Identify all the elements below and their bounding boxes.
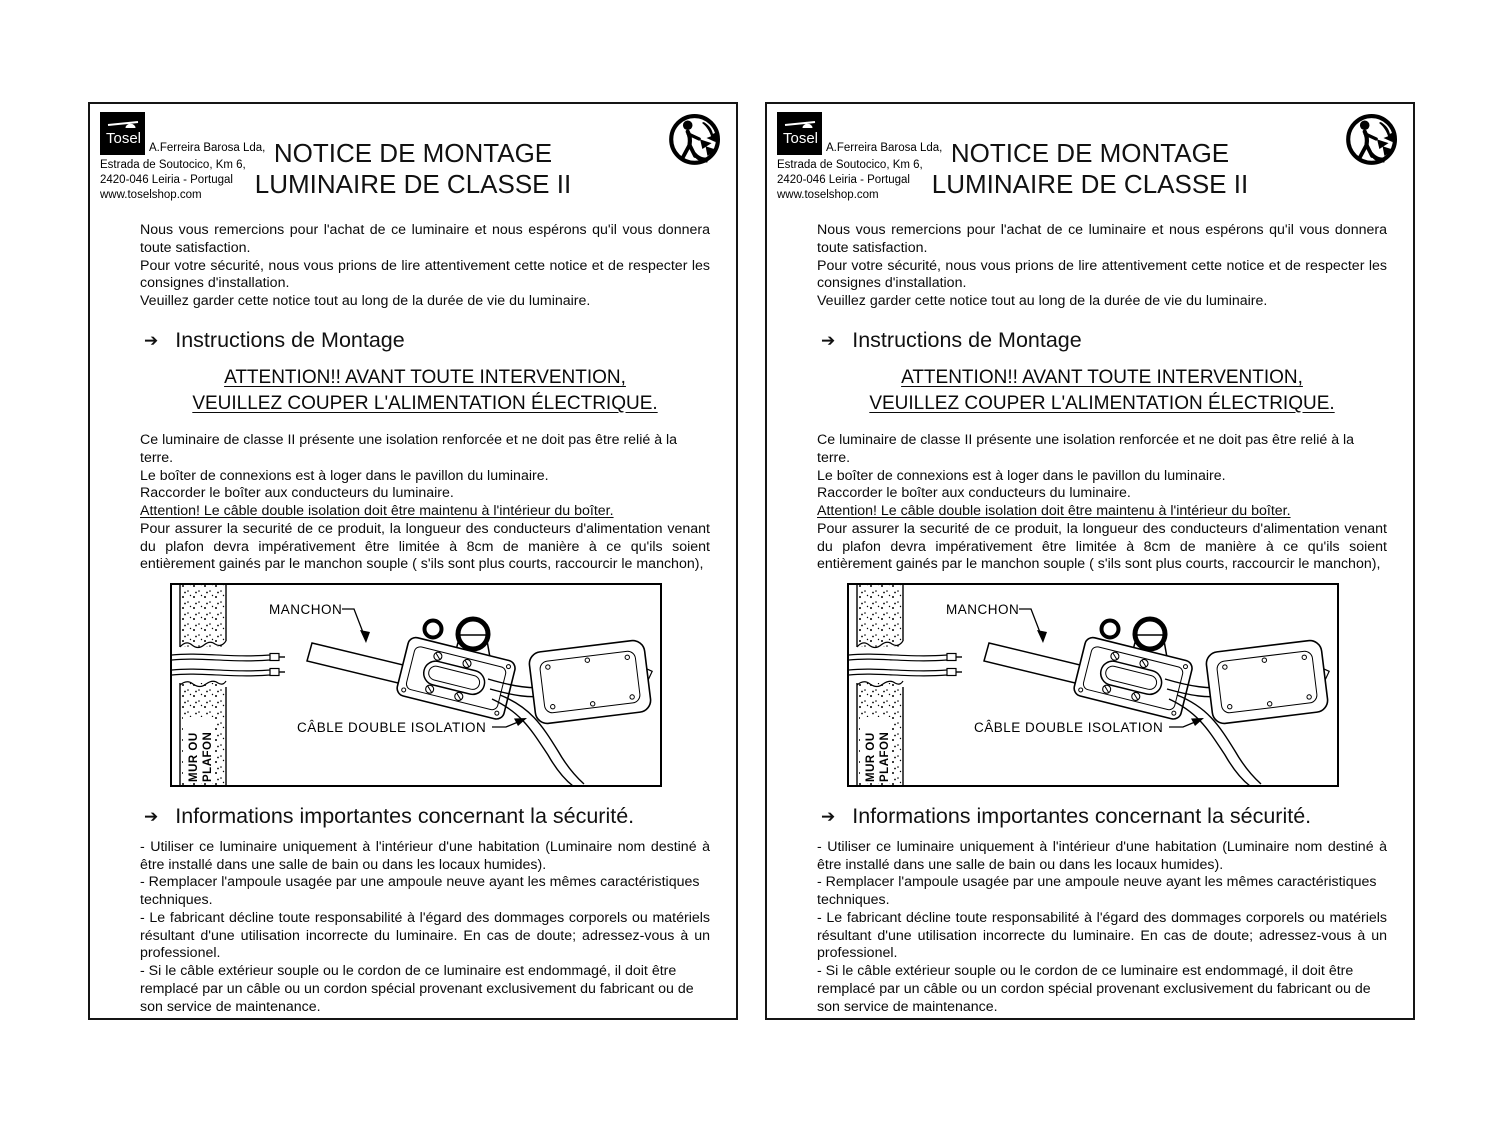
montage-body-line2: Le boîter de connexions est à loger dans le pavillon du luminaire.	[817, 467, 1226, 484]
safety-item-3: - Le fabricant décline toute responsabilité à l'égard des dommages corporels ou matériels résultant d'une utilisation incorrecte du luminaire. En cas de doute; adressez-vous à un professionel.	[817, 909, 1387, 962]
securite-heading-label: Informations importantes concernant la sécurité.	[175, 804, 635, 829]
safety-item-1: - Utiliser ce luminaire uniquement à l'intérieur d'une habitation (Luminaire nom destiné à être installé dans une salle de bain ou dans les locaux humides).	[140, 838, 710, 873]
montage-body-line3: Raccorder le boîter aux conducteurs du luminaire.	[140, 485, 454, 502]
safety-item-4: - Si le câble extérieur souple ou le cordon de ce luminaire est endommagé, il doit être remplacé par un câble ou un cordon spécial provenant exclusivement du fabricant ou de son service de maintenance.	[140, 963, 694, 1015]
power-warning	[140, 365, 710, 417]
arrow-bullet-icon: ➔	[144, 330, 159, 350]
notice-page-1	[88, 102, 738, 1020]
page-title-line1: NOTICE DE MONTAGE	[950, 138, 1230, 168]
page-title-line2: LUMINAIRE DE CLASSE II	[931, 169, 1249, 200]
montage-heading	[821, 327, 1387, 354]
page-title	[190, 138, 636, 200]
mounting-diagram	[170, 583, 662, 787]
montage-body	[140, 432, 710, 503]
safety-item-1: - Utiliser ce luminaire uniquement à l'intérieur d'une habitation (Luminaire nom destiné à être installé dans une salle de bain ou dans les locaux humides).	[817, 838, 1387, 873]
safety-list	[817, 839, 1387, 1017]
wall-label-line2: PLAFON	[202, 731, 214, 783]
montage-body	[817, 432, 1387, 503]
montage-heading-label: Instructions de Montage	[175, 327, 405, 352]
company-website: www.toselshop.com	[777, 188, 879, 201]
cable-attention-note: Attention! Le câble double isolation doit être maintenu à l'intérieur du boîter.	[817, 503, 1291, 520]
montage-heading-label: Instructions de Montage	[852, 327, 1082, 352]
power-warning-line1: ATTENTION!! AVANT TOUTE INTERVENTION,	[224, 366, 626, 388]
page-title	[867, 138, 1313, 200]
company-address-street: Estrada de Soutocico, Km 6,	[777, 159, 923, 171]
intro-paragraph-1: Nous vous remercions pour l'achat de ce luminaire et nous espérons qu'il vous donnera toute satisfaction.	[140, 222, 710, 256]
arrow-bullet-icon: ➔	[821, 330, 836, 350]
sleeve-instruction: Pour assurer la securité de ce produit, la longueur des conducteurs d'alimentation venant du plafon devra impérativement être limitée à 8cm de manière à ce qu'ils soient entièrement gainés par le manchon souple ( s'ils sont plus courts, raccourcir le manchon),	[140, 520, 710, 573]
intro-block	[140, 222, 710, 311]
company-name: A.Ferreira Barosa Lda,	[826, 142, 943, 154]
svg-text:Tosel: Tosel	[783, 130, 819, 147]
montage-body-line2: Le boîter de connexions est à loger dans le pavillon du luminaire.	[140, 467, 549, 484]
securite-heading-label: Informations importantes concernant la sécurité.	[852, 804, 1312, 829]
power-warning	[817, 365, 1387, 417]
company-website: www.toselshop.com	[100, 188, 202, 201]
intro-paragraph-3: Veuillez garder cette notice tout au long de la durée de vie du luminaire.	[140, 293, 591, 309]
cable-attention-note: Attention! Le câble double isolation doit être maintenu à l'intérieur du boîter.	[140, 503, 614, 520]
safety-item-3: - Le fabricant décline toute responsabilité à l'égard des dommages corporels ou matériels résultant d'une utilisation incorrecte du luminaire. En cas de doute; adressez-vous à un professionel.	[140, 909, 710, 962]
intro-block	[817, 222, 1387, 311]
manchon-label: MANCHON	[269, 602, 343, 618]
tosel-logo	[100, 112, 145, 155]
tosel-logo	[777, 112, 822, 155]
intro-paragraph-2: Pour votre sécurité, nous vous prions de lire attentivement cette notice et de respecter les consignes d'installation.	[140, 257, 710, 292]
montage-body-line3: Raccorder le boîter aux conducteurs du luminaire.	[817, 485, 1131, 502]
company-address-street: Estrada de Soutocico, Km 6,	[100, 159, 246, 171]
company-address-city: 2420-046 Leiria - Portugal	[100, 173, 233, 186]
page-content	[767, 222, 1413, 1016]
wall-top	[857, 585, 903, 647]
page-header	[767, 104, 1413, 204]
intro-paragraph-3: Veuillez garder cette notice tout au long de la durée de vie du luminaire.	[817, 293, 1268, 309]
manchon-label: MANCHON	[946, 602, 1020, 618]
wall-label-line1: MUR OU	[865, 732, 877, 783]
power-warning-line2: VEUILLEZ COUPER L'ALIMENTATION ÉLECTRIQUE.	[192, 392, 658, 414]
company-address-city: 2420-046 Leiria - Portugal	[777, 173, 910, 186]
safety-item-2: - Remplacer l'ampoule usagée par une ampoule neuve ayant les mêmes caractéristiques techniques.	[817, 874, 1377, 909]
cable-label: CÂBLE DOUBLE ISOLATION	[297, 720, 487, 736]
securite-heading	[144, 803, 710, 830]
cover-box	[528, 639, 657, 725]
cable-label: CÂBLE DOUBLE ISOLATION	[974, 720, 1164, 736]
wall-label-line2: PLAFON	[879, 731, 891, 783]
page-content	[90, 222, 736, 1016]
arrow-bullet-icon: ➔	[144, 807, 159, 827]
page-title-line1: NOTICE DE MONTAGE	[273, 138, 553, 168]
arrow-bullet-icon: ➔	[821, 807, 836, 827]
safety-item-2: - Remplacer l'ampoule usagée par une ampoule neuve ayant les mêmes caractéristiques techniques.	[140, 874, 700, 909]
company-name: A.Ferreira Barosa Lda,	[149, 142, 266, 154]
page-header	[90, 104, 736, 204]
wall-top	[180, 585, 226, 647]
wall-label-line1: MUR OU	[188, 732, 200, 783]
safety-list	[140, 839, 710, 1017]
securite-heading	[821, 803, 1387, 830]
page-title-line2: LUMINAIRE DE CLASSE II	[254, 169, 572, 200]
safety-item-4: - Si le câble extérieur souple ou le cordon de ce luminaire est endommagé, il doit être remplacé par un câble ou un cordon spécial provenant exclusivement du fabricant ou de son service de maintenance.	[817, 963, 1371, 1015]
triman-recycling-icon	[668, 111, 723, 166]
intro-paragraph-2: Pour votre sécurité, nous vous prions de lire attentivement cette notice et de respecter les consignes d'installation.	[817, 257, 1387, 292]
power-warning-line2: VEUILLEZ COUPER L'ALIMENTATION ÉLECTRIQUE.	[869, 392, 1335, 414]
intro-paragraph-1: Nous vous remercions pour l'achat de ce luminaire et nous espérons qu'il vous donnera toute satisfaction.	[817, 222, 1387, 256]
notice-page-2	[765, 102, 1415, 1020]
triman-recycling-icon	[1345, 111, 1400, 166]
cover-box	[1205, 639, 1334, 725]
mounting-diagram	[847, 583, 1339, 787]
power-warning-line1: ATTENTION!! AVANT TOUTE INTERVENTION,	[901, 366, 1303, 388]
montage-body-line1: Ce luminaire de classe II présente une isolation renforcée et ne doit pas être relié à la terre.	[817, 432, 1355, 466]
sleeve-instruction: Pour assurer la securité de ce produit, la longueur des conducteurs d'alimentation venant du plafon devra impérativement être limitée à 8cm de manière à ce qu'ils soient entièrement gainés par le manchon souple ( s'ils sont plus courts, raccourcir le manchon),	[817, 520, 1387, 573]
montage-heading	[144, 327, 710, 354]
montage-body-line1: Ce luminaire de classe II présente une isolation renforcée et ne doit pas être relié à la terre.	[140, 432, 678, 466]
svg-text:Tosel: Tosel	[106, 130, 142, 147]
